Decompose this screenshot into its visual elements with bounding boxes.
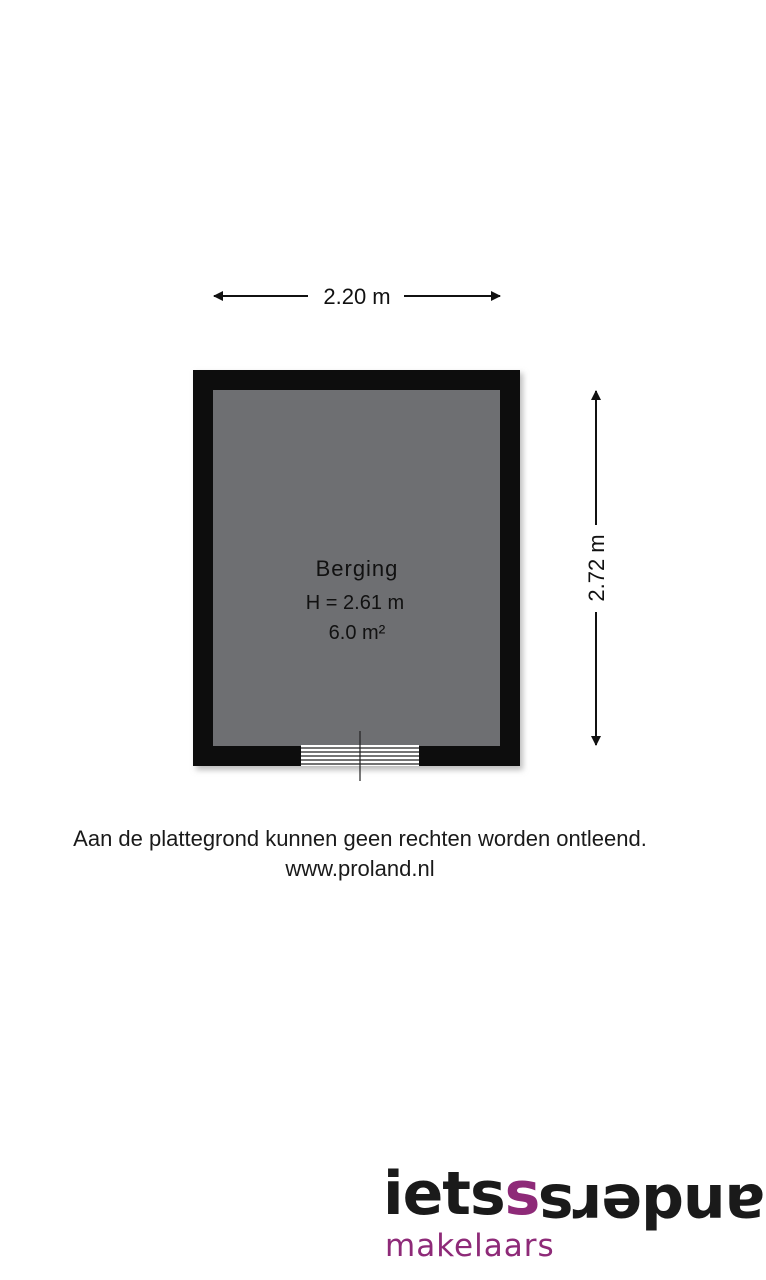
logo-wordmark: [383, 1159, 766, 1240]
room-name: Berging: [315, 556, 399, 581]
width-dimension: [214, 284, 500, 309]
disclaimer-text: Aan de plattegrond kunnen geen rechten worden ontleend.: [73, 826, 647, 851]
depth-dimension: [584, 391, 609, 745]
width-dimension-label: 2.20 m: [323, 284, 391, 309]
disclaimer: [0, 824, 720, 884]
company-logo: [383, 1159, 766, 1270]
logo-subtitle: makelaars: [385, 1228, 555, 1264]
logo-part-s: s: [504, 1159, 540, 1229]
room-berging: [193, 370, 523, 781]
depth-dimension-label: 2.72 m: [584, 534, 609, 602]
room-height: H = 2.61 m: [305, 592, 405, 614]
logo-part-anders: anders: [539, 1169, 766, 1240]
room-area: 6.0 m²: [328, 622, 386, 644]
logo-part-iets: iets: [383, 1159, 505, 1229]
website-url: www.proland.nl: [285, 856, 435, 881]
